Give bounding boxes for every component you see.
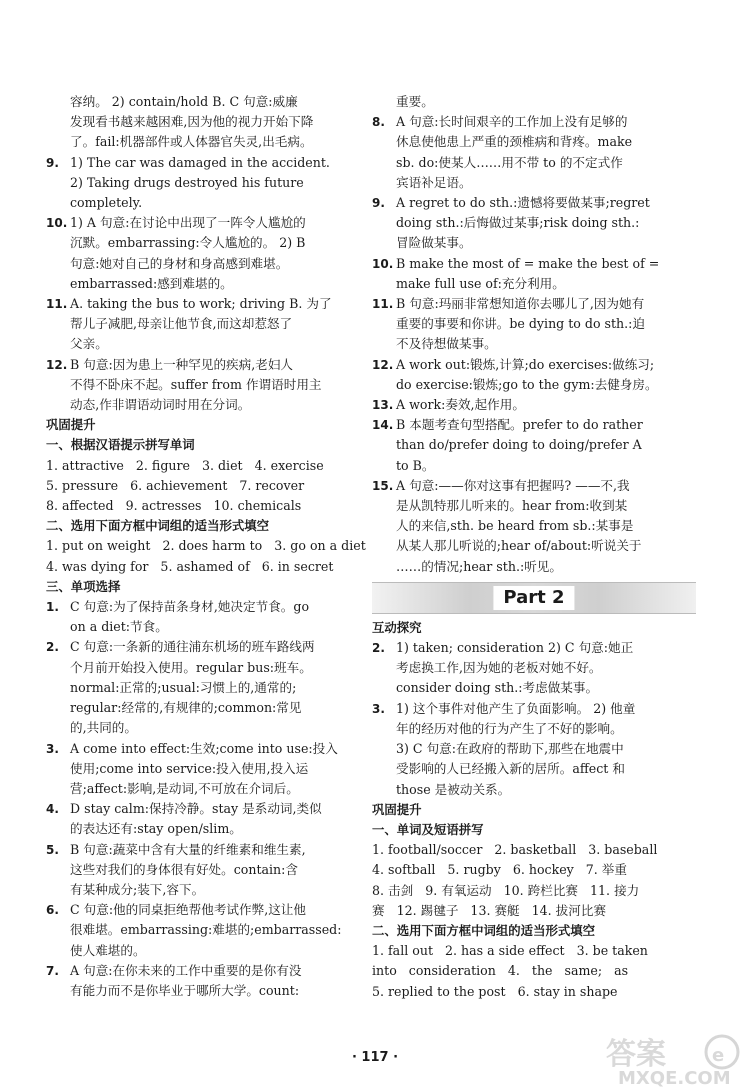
- answer-continuation: 这些对我们的身体很有好处。contain:含: [70, 861, 299, 877]
- answer-text: 1) A 句意:在讨论中出现了一阵令人尴尬的: [70, 215, 306, 231]
- section-heading: 一、单词及短语拼写: [372, 821, 484, 837]
- answer-continuation: ……的情况;hear sth.:听见。: [396, 558, 562, 574]
- question-number: 1.: [46, 600, 59, 615]
- question-number: 8.: [372, 115, 385, 130]
- question-number: 10.: [46, 216, 68, 231]
- answer-continuation: 2) Taking drugs destroyed his future: [70, 174, 304, 190]
- svg-text:MXQE.COM: MXQE.COM: [618, 1068, 731, 1087]
- answer-continuation: doing sth.:后悔做过某事;risk doing sth.:: [396, 215, 640, 231]
- answer-entry: [46, 294, 364, 314]
- question-number: 13.: [372, 398, 394, 413]
- answer-row: 5. replied to the post 6. stay in shape: [372, 983, 618, 999]
- answer-continuation: 使人难堪的。: [70, 942, 146, 958]
- section-heading: 巩固提升: [372, 801, 422, 817]
- answer-continuation: 帮儿子减肥,母亲让他节食,而这却惹怒了: [70, 316, 293, 332]
- answer-entry: [372, 112, 696, 132]
- answer-continuation: make full use of:充分利用。: [396, 275, 565, 291]
- answer-text: C 句意:他的同桌拒绝帮他考试作弊,这让他: [70, 902, 306, 918]
- answer-continuation: 重要的事要和你讲。be dying to do sth.:迫: [396, 316, 646, 332]
- answer-continuation: 休息使他患上严重的颈椎病和背疼。make: [396, 134, 633, 150]
- answer-continuation: regular:经常的,有规律的;common:常见: [70, 700, 302, 716]
- answer-continuation: 人的来信,sth. be heard from sb.:某事是: [396, 518, 634, 534]
- answer-text: 1) 这个事件对他产生了负面影响。 2) 他童: [396, 700, 636, 716]
- answer-continuation: 宾语补足语。: [396, 174, 472, 190]
- answer-text: C 句意:为了保持苗条身材,她决定节食。go: [70, 599, 310, 615]
- section-heading: 一、根据汉语提示拼写单词: [46, 437, 195, 453]
- question-number: 2.: [372, 641, 385, 656]
- question-number: 9.: [372, 196, 385, 211]
- answer-text: A 句意:在你未来的工作中重要的是你有没: [70, 962, 302, 978]
- answer-continuation: 年的经历对他的行为产生了不好的影响。: [396, 720, 623, 736]
- question-number: 5.: [46, 842, 59, 857]
- answer-text: B 句意:玛丽非常想知道你去哪儿了,因为她有: [396, 296, 645, 312]
- question-number: 9.: [46, 155, 59, 170]
- answer-continuation: completely.: [70, 195, 143, 211]
- answer-continuation: 考虑换工作,因为她的老板对她不好。: [396, 660, 602, 676]
- question-number: 3.: [372, 701, 385, 716]
- answer-continuation: than do/prefer doing to doing/prefer A: [396, 437, 642, 453]
- answer-continuation: 有能力而不是你毕业于哪所大学。count:: [70, 982, 300, 998]
- question-number: 3.: [46, 741, 59, 756]
- answer-row: into consideration 4. the same; as: [372, 963, 629, 979]
- answer-entry: [46, 355, 364, 375]
- answer-text: D stay calm:保持冷静。stay 是系动词,类似: [70, 801, 322, 817]
- answer-row: 1. attractive 2. figure 3. diet 4. exercise: [46, 457, 324, 473]
- answer-text: A come into effect:生效;come into use:投入: [70, 740, 338, 756]
- answer-continuation: 容纳。 2) contain/hold B. C 句意:威廉: [70, 94, 298, 109]
- answer-text: B 句意:蔬菜中含有大量的纤维素和维生素,: [70, 841, 306, 857]
- answer-row: 1. fall out 2. has a side effect 3. be taken: [372, 943, 648, 959]
- question-number: 12.: [46, 357, 68, 372]
- answer-row: 5. pressure 6. achievement 7. recover: [46, 477, 305, 493]
- answer-text: 1) The car was damaged in the accident.: [70, 154, 330, 170]
- question-number: 11.: [46, 297, 68, 312]
- answer-continuation: 有某种成分;装下,容下。: [70, 881, 205, 897]
- answer-continuation: 的,共同的。: [70, 720, 137, 736]
- section-heading: 巩固提升: [46, 417, 96, 433]
- answer-continuation: 受影响的人已经搬入新的居所。affect 和: [396, 761, 625, 777]
- page-number: · 117 ·: [351, 1050, 399, 1065]
- answer-entry: [46, 153, 364, 173]
- answer-row: 4. softball 5. rugby 6. hockey 7. 举重: [372, 862, 627, 878]
- answer-entry: [372, 476, 696, 496]
- answer-continuation: 句意:她对自己的身材和身高感到难堪。: [70, 255, 289, 271]
- svg-text:e: e: [712, 1045, 725, 1066]
- answer-continuation: 了。fail:机器部件或人体器官失灵,出毛病。: [70, 134, 313, 150]
- svg-text:答案: 答案: [606, 1037, 666, 1072]
- answer-entry: [372, 638, 696, 658]
- answer-entry: [372, 254, 696, 274]
- answer-continuation: 冒险做某事。: [396, 235, 472, 251]
- answer-row: 4. was dying for 5. ashamed of 6. in secret: [46, 558, 334, 574]
- answer-text: A work:奏效,起作用。: [396, 397, 525, 413]
- answer-entry: [372, 395, 696, 415]
- answer-entry: [46, 637, 364, 657]
- answer-text: B 句意:因为患上一种罕见的疾病,老妇人: [70, 356, 294, 372]
- answer-entry: [46, 799, 364, 819]
- answer-text: A 句意:——你对这事有把握吗? ——不,我: [396, 477, 630, 493]
- answer-continuation: 使用;come into service:投入使用,投入运: [70, 760, 309, 776]
- answer-entry: [46, 739, 364, 759]
- question-number: 14.: [372, 418, 394, 433]
- answer-entry: [46, 900, 364, 920]
- answer-continuation: 的表达还有:stay open/slim。: [70, 821, 242, 837]
- part-banner: [372, 582, 696, 614]
- question-number: 6.: [46, 903, 59, 918]
- answer-continuation: normal:正常的;usual:习惯上的,通常的;: [70, 679, 297, 695]
- answer-continuation: 从某人那儿听说的;hear of/about:听说关于: [396, 538, 642, 554]
- section-heading: 互动探究: [372, 619, 422, 635]
- answer-continuation: 重要。: [396, 94, 434, 109]
- answer-continuation: 营;affect:影响,是动词,不可放在介词后。: [70, 780, 299, 796]
- question-number: 4.: [46, 802, 59, 817]
- answer-text: A work out:锻炼,计算;do exercises:做练习;: [396, 356, 655, 372]
- answer-continuation: 个月前开始投入使用。regular bus:班车。: [70, 659, 312, 675]
- right-column: [372, 92, 696, 1002]
- question-number: 12.: [372, 357, 394, 372]
- answer-continuation: embarrassed:感到难堪的。: [70, 275, 233, 291]
- answer-entry: [46, 213, 364, 233]
- answer-continuation: sb. do:使某人……用不带 to 的不定式作: [396, 154, 623, 170]
- answer-continuation: 发现看书越来越困难,因为他的视力开始下降: [70, 114, 314, 130]
- answer-entry: [46, 597, 364, 617]
- answer-continuation: on a diet:节食。: [70, 619, 168, 635]
- answer-entry: [372, 699, 696, 719]
- answer-text: C 句意:一条新的通往浦东机场的班车路线两: [70, 639, 315, 655]
- answer-continuation: 是从凯特那儿听来的。hear from:收到某: [396, 498, 628, 514]
- answer-continuation: 父亲。: [70, 336, 108, 352]
- answer-continuation: 很难堪。embarrassing:难堪的;embarrassed:: [70, 922, 342, 938]
- answer-continuation: to B。: [396, 457, 435, 473]
- question-number: 15.: [372, 478, 394, 493]
- answer-entry: [372, 415, 696, 435]
- answer-row: 1. put on weight 2. does harm to 3. go on a diet: [46, 538, 366, 554]
- answer-row: 8. 击剑 9. 有氧运动 10. 跨栏比赛 11. 接力: [372, 882, 640, 898]
- answer-text: A. taking the bus to work; driving B. 为了: [70, 296, 332, 312]
- answer-entry: [46, 840, 364, 860]
- answer-text: B make the most of = make the best of =: [396, 255, 660, 271]
- answer-row: 赛 12. 踢毽子 13. 赛艇 14. 拔河比赛: [372, 902, 607, 918]
- answer-continuation: 不得不卧床不起。suffer from 作谓语时用主: [70, 376, 322, 392]
- answer-text: A 句意:长时间艰辛的工作加上没有足够的: [396, 114, 628, 130]
- answer-entry: [372, 355, 696, 375]
- answer-text: B 本题考查句型搭配。prefer to do rather: [396, 417, 643, 433]
- question-number: 11.: [372, 297, 394, 312]
- question-number: 7.: [46, 963, 59, 978]
- answer-entry: [372, 193, 696, 213]
- answer-entry: [372, 294, 696, 314]
- answer-entry: [46, 961, 364, 981]
- left-column: [46, 92, 364, 1001]
- answer-continuation: consider doing sth.:考虑做某事。: [396, 680, 599, 696]
- answer-continuation: 动态,作非谓语动词时用在分词。: [70, 397, 251, 413]
- answer-text: A regret to do sth.:遗憾将要做某事;regret: [396, 195, 650, 211]
- section-heading: 三、单项选择: [46, 578, 121, 594]
- section-heading: 二、选用下面方框中词组的适当形式填空: [46, 518, 270, 534]
- answer-row: 1. football/soccer 2. basketball 3. baseball: [372, 842, 658, 858]
- answer-continuation: those 是被动关系。: [396, 781, 511, 797]
- answer-continuation: 不及待想做某事。: [396, 336, 497, 352]
- section-heading: 二、选用下面方框中词组的适当形式填空: [372, 922, 596, 938]
- question-number: 10.: [372, 256, 394, 271]
- answer-row: 8. affected 9. actresses 10. chemicals: [46, 498, 302, 514]
- question-number: 2.: [46, 640, 59, 655]
- answer-text: 1) taken; consideration 2) C 句意:她正: [396, 640, 634, 656]
- answer-continuation: 沉默。embarrassing:令人尴尬的。 2) B: [70, 235, 306, 251]
- answer-continuation: do exercise:锻炼;go to the gym:去健身房。: [396, 376, 658, 392]
- answer-continuation: 3) C 句意:在政府的帮助下,那些在地震中: [396, 741, 624, 757]
- part-title: Part 2: [493, 586, 574, 610]
